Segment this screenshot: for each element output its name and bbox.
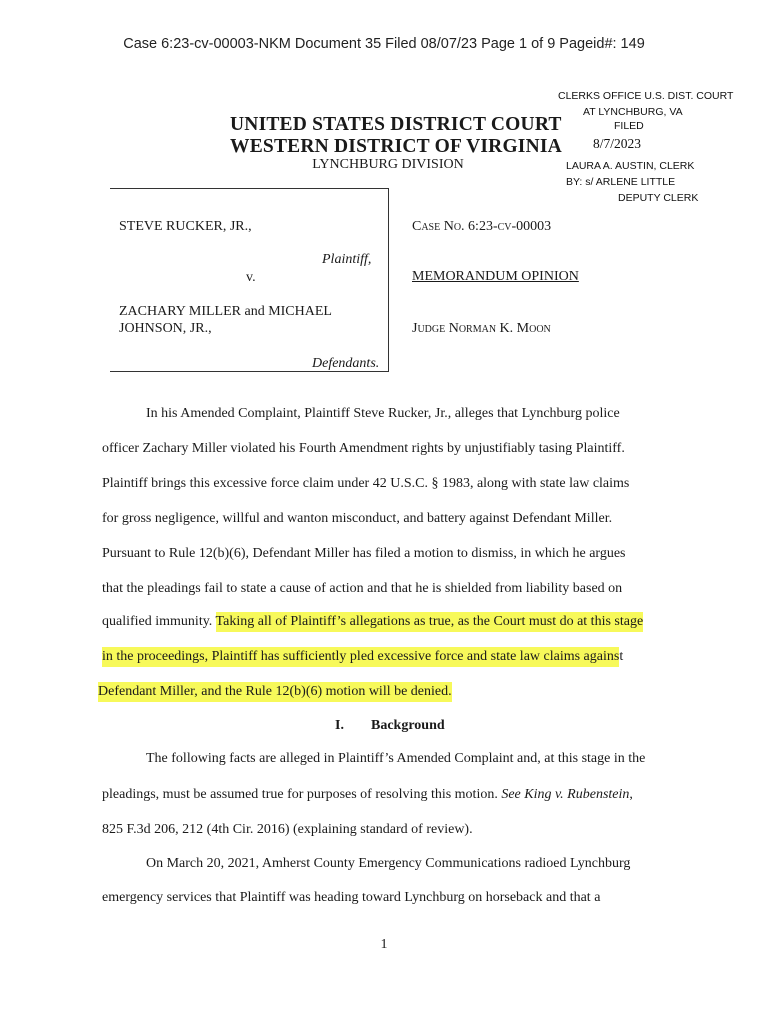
highlighted-text: Defendant Miller, and the Rule 12(b)(6) motion will be denied. [98, 682, 452, 702]
stamp-deputy: DEPUTY CLERK [618, 192, 699, 204]
case-header: Case 6:23-cv-00003-NKM Document 35 Filed 08/07/23 Page 1 of 9 Pageid#: 149 [123, 36, 645, 52]
plaintiff-role: Plaintiff, [322, 252, 372, 267]
intro-line-8-text: t [619, 649, 624, 664]
background-line-1: The following facts are alleged in Plaintiff’s Amended Complaint and, at this stage in the [146, 751, 646, 766]
intro-line-7 [102, 614, 643, 630]
document-title: MEMORANDUM OPINION [412, 269, 579, 284]
intro-line-4: for gross negligence, willful and wanton misconduct, and battery against Defendant Miller. [102, 511, 613, 526]
page-number: 1 [380, 937, 388, 952]
background-line-2 [102, 787, 633, 803]
defendants-line2: JOHNSON, JR., [119, 321, 212, 336]
caption-rule-top [110, 188, 388, 189]
plaintiff-name: STEVE RUCKER, JR., [119, 219, 252, 234]
section-title: Background [371, 718, 445, 733]
intro-line-9 [98, 684, 452, 700]
intro-line-6: that the pleadings fail to state a cause of action and that he is shielded from liability based on [102, 581, 623, 596]
intro-line-7-text: qualified immunity. [102, 614, 216, 629]
versus: v. [246, 270, 256, 285]
intro-line-8 [102, 649, 623, 665]
defendants-role: Defendants. [312, 356, 380, 371]
caption-rule-vertical [388, 188, 389, 371]
court-title-line1: UNITED STATES DISTRICT COURT [230, 114, 562, 135]
court-title-line2: WESTERN DISTRICT OF VIRGINIA [230, 136, 562, 157]
section-number: I. [335, 718, 344, 733]
intro-line-2: officer Zachary Miller violated his Fourth Amendment rights by unjustifiably tasing Plaintiff. [102, 441, 625, 456]
stamp-date: 8/7/2023 [593, 136, 642, 151]
facts-line-1: On March 20, 2021, Amherst County Emergency Communications radioed Lynchburg [146, 856, 631, 871]
background-line-3: 825 F.3d 206, 212 (4th Cir. 2016) (explaining standard of review). [102, 822, 473, 837]
intro-line-1: In his Amended Complaint, Plaintiff Steve Rucker, Jr., alleges that Lynchburg police [146, 406, 620, 421]
highlighted-text: in the proceedings, Plaintiff has sufficiently pled excessive force and state law claims agains [102, 647, 619, 667]
background-line-2-text: pleadings, must be assumed true for purposes of resolving this motion. [102, 787, 502, 802]
citation-comma: , [629, 787, 633, 802]
facts-line-2: emergency services that Plaintiff was heading toward Lynchburg on horseback and that a [102, 890, 601, 905]
stamp-line3: FILED [614, 120, 644, 132]
intro-line-3: Plaintiff brings this excessive force claim under 42 U.S.C. § 1983, along with state law claims [102, 476, 630, 491]
stamp-line1: CLERKS OFFICE U.S. DIST. COURT [558, 90, 734, 102]
intro-line-5: Pursuant to Rule 12(b)(6), Defendant Miller has filed a motion to dismiss, in which he argues [102, 546, 626, 561]
judge-name: Judge Norman K. Moon [412, 321, 551, 336]
case-citation: See King v. Rubenstein [501, 787, 630, 802]
case-number: Case No. 6:23-cv-00003 [412, 219, 552, 234]
highlighted-text: Taking all of Plaintiff’s allegations as true, as the Court must do at this stage [216, 612, 644, 632]
defendants-line1: ZACHARY MILLER and MICHAEL [119, 304, 332, 319]
stamp-line2: AT LYNCHBURG, VA [583, 106, 683, 118]
stamp-clerk: LAURA A. AUSTIN, CLERK [566, 160, 695, 172]
court-division: LYNCHBURG DIVISION [312, 157, 464, 172]
stamp-by: BY: s/ ARLENE LITTLE [566, 176, 676, 188]
